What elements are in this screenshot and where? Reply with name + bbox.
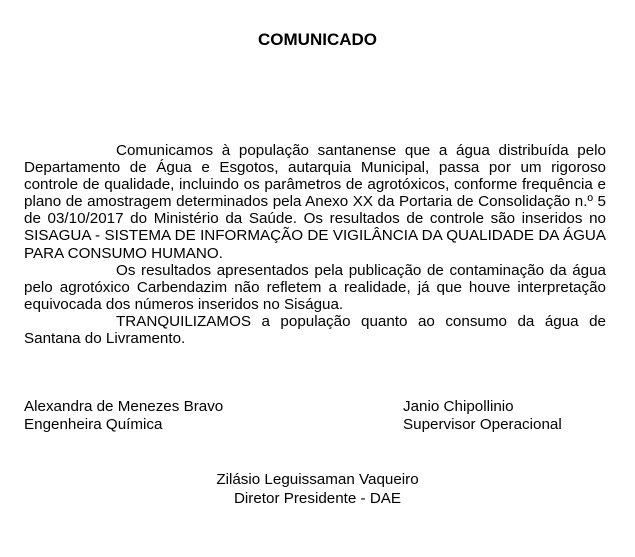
- signature-name: Alexandra de Menezes Bravo: [24, 398, 224, 415]
- signature-left: [24, 398, 223, 433]
- signature-role: Supervisor Operacional: [403, 415, 562, 433]
- signature-right: [403, 398, 562, 433]
- signature-role: Diretor Presidente - DAE: [233, 490, 402, 507]
- paragraph-reassurance: TRANQUILIZAMOS a população quanto ao consumo da água de Santana do Livramento.: [24, 312, 606, 348]
- document-title: COMUNICADO: [258, 30, 377, 49]
- signature-center: [0, 470, 635, 508]
- signature-name: Zilásio Leguissaman Vaqueiro: [216, 471, 419, 488]
- paragraph-intro: Comunicamos à população santanense que a água distribuída pelo Departamento de Água e Esgotos, autarquia Municipal, passa por um rigoroso controle de qualidade, incluindo os parâmetros de agrotóxicos, conforme frequência e plano de amostragem determinados pela Anexo XX da Portaria de Consolidação n.º 5 de 03/10/2017 do Ministério da Saúde. Os resultados de controle são inseridos no SISAGUA - SISTEMA DE INFORMAÇÃO DE VIGILÂNCIA DA QUALIDADE DA ÁGUA PARA CONSUMO HUMANO.: [24, 142, 606, 262]
- signature-name: Janio Chipollinio: [403, 398, 514, 415]
- paragraph-results: Os resultados apresentados pela publicação de contaminação da água pelo agrotóxico Carbendazim não refletem a realidade, já que houve interpretação equivocada dos números inseridos no Siságua.: [24, 261, 606, 313]
- notice-body: [24, 142, 606, 347]
- signature-role: Engenheira Química: [24, 415, 163, 433]
